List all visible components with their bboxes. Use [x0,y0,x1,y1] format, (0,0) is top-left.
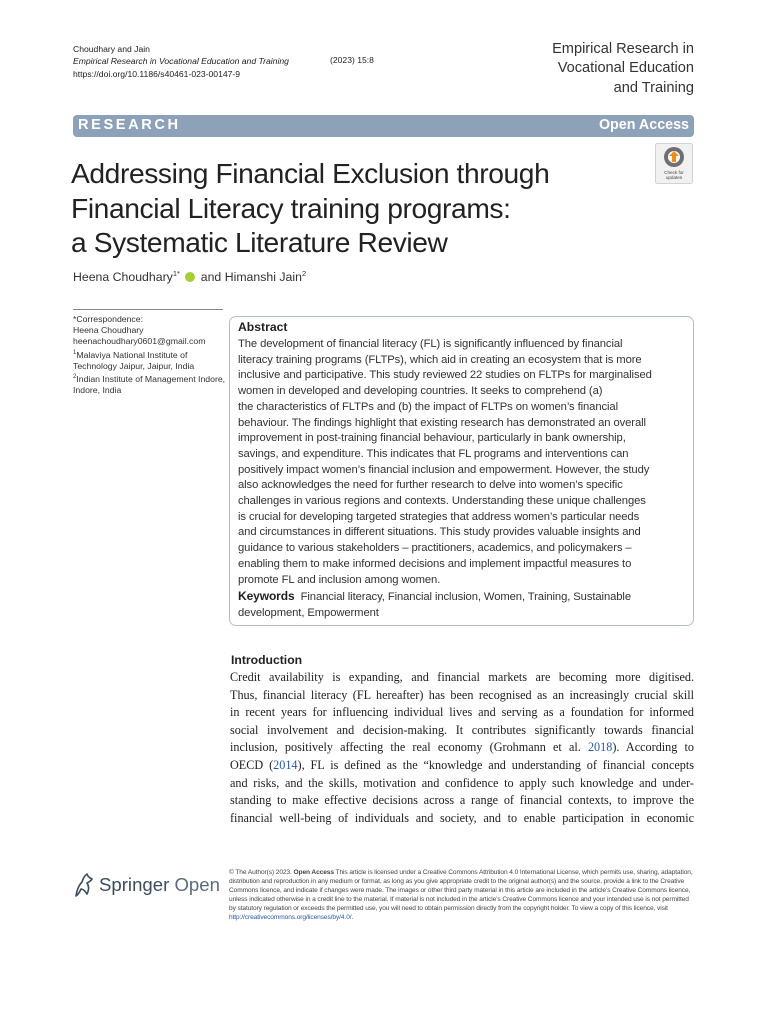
body-line: and risks, and the skills, motivation and confidence to apply such knowledge and under- [230,775,694,790]
author-affiliation-marker: 2 [301,269,307,278]
body-line: Credit availability is expanding, and financial markets are becoming more digitised. [230,670,694,684]
abstract-line: challenges in various regions and contexts. Understanding these unique challenges [238,495,646,508]
running-header [73,43,289,80]
title-line: a Systematic Literature Review [71,226,448,258]
correspondence-block [73,314,228,396]
authors-short: Choudhary and Jain [73,44,150,54]
journal-name: Empirical Research in Vocational Education and Training [73,56,289,67]
check-badge-line2: updates [665,175,683,180]
abstract-line: promote FL and inclusion among women. [238,573,441,586]
keywords-text: development, Empowerment [238,606,379,619]
article-title [71,156,631,260]
abstract-line: the characteristics of FLTPs and (b) the impact of FLTPs on women’s financial [238,400,618,413]
keywords [238,589,688,621]
body-line [230,757,694,775]
abstract-heading: Abstract [238,320,288,334]
doi-link[interactable]: https://doi.org/10.1186/s40461-023-00147-9 [73,68,241,79]
abstract-line: enabling them to make informed decisions and implement impactful measures to [238,557,632,570]
license-suffix: . [351,914,354,922]
body-text-fragment: inclusion, positively affecting the real economy (Grohmann et al. [230,740,588,755]
check-badge-line1: Check for [664,170,684,175]
section-heading-introduction: Introduction [231,653,303,667]
abstract-line: inclusive and participative. This study reviewed 22 studies on FLTPs for marginalised [238,369,652,382]
affiliation-text: Malaviya National Institute of Technology Jaipur, Jaipur, India [73,349,195,371]
affiliation-text: Indian Institute of Management Indore, Indore, India [73,373,226,395]
correspondence-email[interactable]: heenachoudhary0601@gmail.com [73,336,206,347]
body-text-fragment: ), FL is defined as the “knowledge and understanding of financial concepts [297,757,694,772]
springer-horse-icon [73,871,95,899]
author-affiliation-marker: 1* [172,269,180,278]
abstract-line: behaviour. The findings highlight that existing research has demonstrated an overall [238,416,646,429]
body-text-fragment: ). According to [612,740,694,755]
abstract-line: improvement in post-training financial behaviour, particularly in bank ownership, [238,432,626,445]
abstract-line: and circumstances in different situations. This study provides valuable insights and [238,526,641,539]
abstract-line: positively impact women’s financial inclusion and empowerment. However, the study [238,463,650,476]
orcid-icon[interactable] [185,272,195,282]
abstract-text [238,337,688,588]
abstract-line: savings, and expenditure. This indicates that FL programs and interventions can [238,447,629,460]
body-line: social involvement and decision-making. It contributes significantly towards financial [230,722,694,737]
body-line: financial well-being of individuals and society, and to enable participation in economic [230,810,694,825]
journal-logo-line: Empirical Research in [552,41,694,57]
section-banner [73,115,694,137]
body-line: standing to make effective decisions across a range of financial contexts, to improve the [230,793,694,808]
license-link[interactable]: http://creativecommons.org/licenses/by/4.0/ [229,914,352,922]
abstract-line: literacy training programs (FLTPs), which aid in creating an ecosystem that is more [238,353,642,366]
title-line: Addressing Financial Exclusion through [71,157,550,189]
introduction-body [230,669,694,827]
body-line: in recent years for influencing individual lives and serving as a foundation for informed [230,705,694,720]
publisher-suffix: Open [174,874,220,895]
author-name[interactable]: Himanshi Jain [224,270,302,285]
title-line: Financial Literacy training programs: [71,191,511,224]
affiliation-2 [73,372,228,396]
body-text-fragment: OECD ( [230,757,274,772]
abstract-line: women in developed and developing countries. It seeks to comprehend (a) [238,385,603,398]
affiliation-1 [73,348,228,372]
publisher-name: Springer [99,874,170,895]
abstract-line: also acknowledges the need for further research to delve into women’s specific [238,479,623,492]
open-access-label: Open Access [598,117,689,133]
year-issue: (2023) 15:8 [330,55,374,65]
author-name[interactable]: Heena Choudhary [73,270,173,285]
license-footer [229,868,695,923]
journal-logo-line: and Training [613,79,694,96]
check-for-updates-icon[interactable] [655,143,693,184]
copyright: © The Author(s) 2023. [229,869,292,876]
conjunction: and [200,270,222,285]
section-label: RESEARCH [78,117,181,133]
open-access-bold: Open Access [293,869,334,876]
keywords-label: Keywords [238,589,295,603]
abstract-line: is crucial for developing targeted strategies that address women’s particular needs [238,510,640,523]
abstract-line: guidance to various stakeholders – practitioners, academics, and policymakers – [238,542,632,555]
abstract-line: The development of financial literacy (FL) is significantly influenced by financial [238,338,623,350]
correspondence-name: Heena Choudhary [73,325,144,336]
correspondence-label: *Correspondence: [73,314,144,324]
journal-logo-line: Vocational Education [557,60,694,77]
divider [73,309,223,310]
affiliation-marker: 1 [73,349,77,356]
citation-link[interactable]: 2014 [273,757,298,772]
journal-logo [552,40,694,98]
affiliation-marker: 2 [73,373,77,380]
keywords-text: Financial literacy, Financial inclusion, Women, Training, Sustainable [300,591,631,603]
body-line [230,739,694,757]
citation-link[interactable]: 2018 [587,740,613,755]
author-list [73,269,306,284]
body-line: Thus, financial literacy (FL hereafter) has been recognised as an increasingly crucial skill [230,687,694,702]
license-text: This article is licensed under a Creative Commons Attribution 4.0 International License, which permits use, sharing, adaptation, distribution and reproduction in any medium or format, as long as you give appropriate credit to the original author(s) and the source, provide a link to the Creative Commons licence, and indicate if changes were made. The images or other third party material in this article are included in the article’s Creative Commons licence, unless indicated otherwise in a credit line to the material. If material is not included in the article’s Creative Commons licence and your intended use is not permitted by statutory regulation or exceeds the permitted use, you will need to obtain permission directly from the copyright holder. To view a copy of this licence, visit [229,869,693,913]
